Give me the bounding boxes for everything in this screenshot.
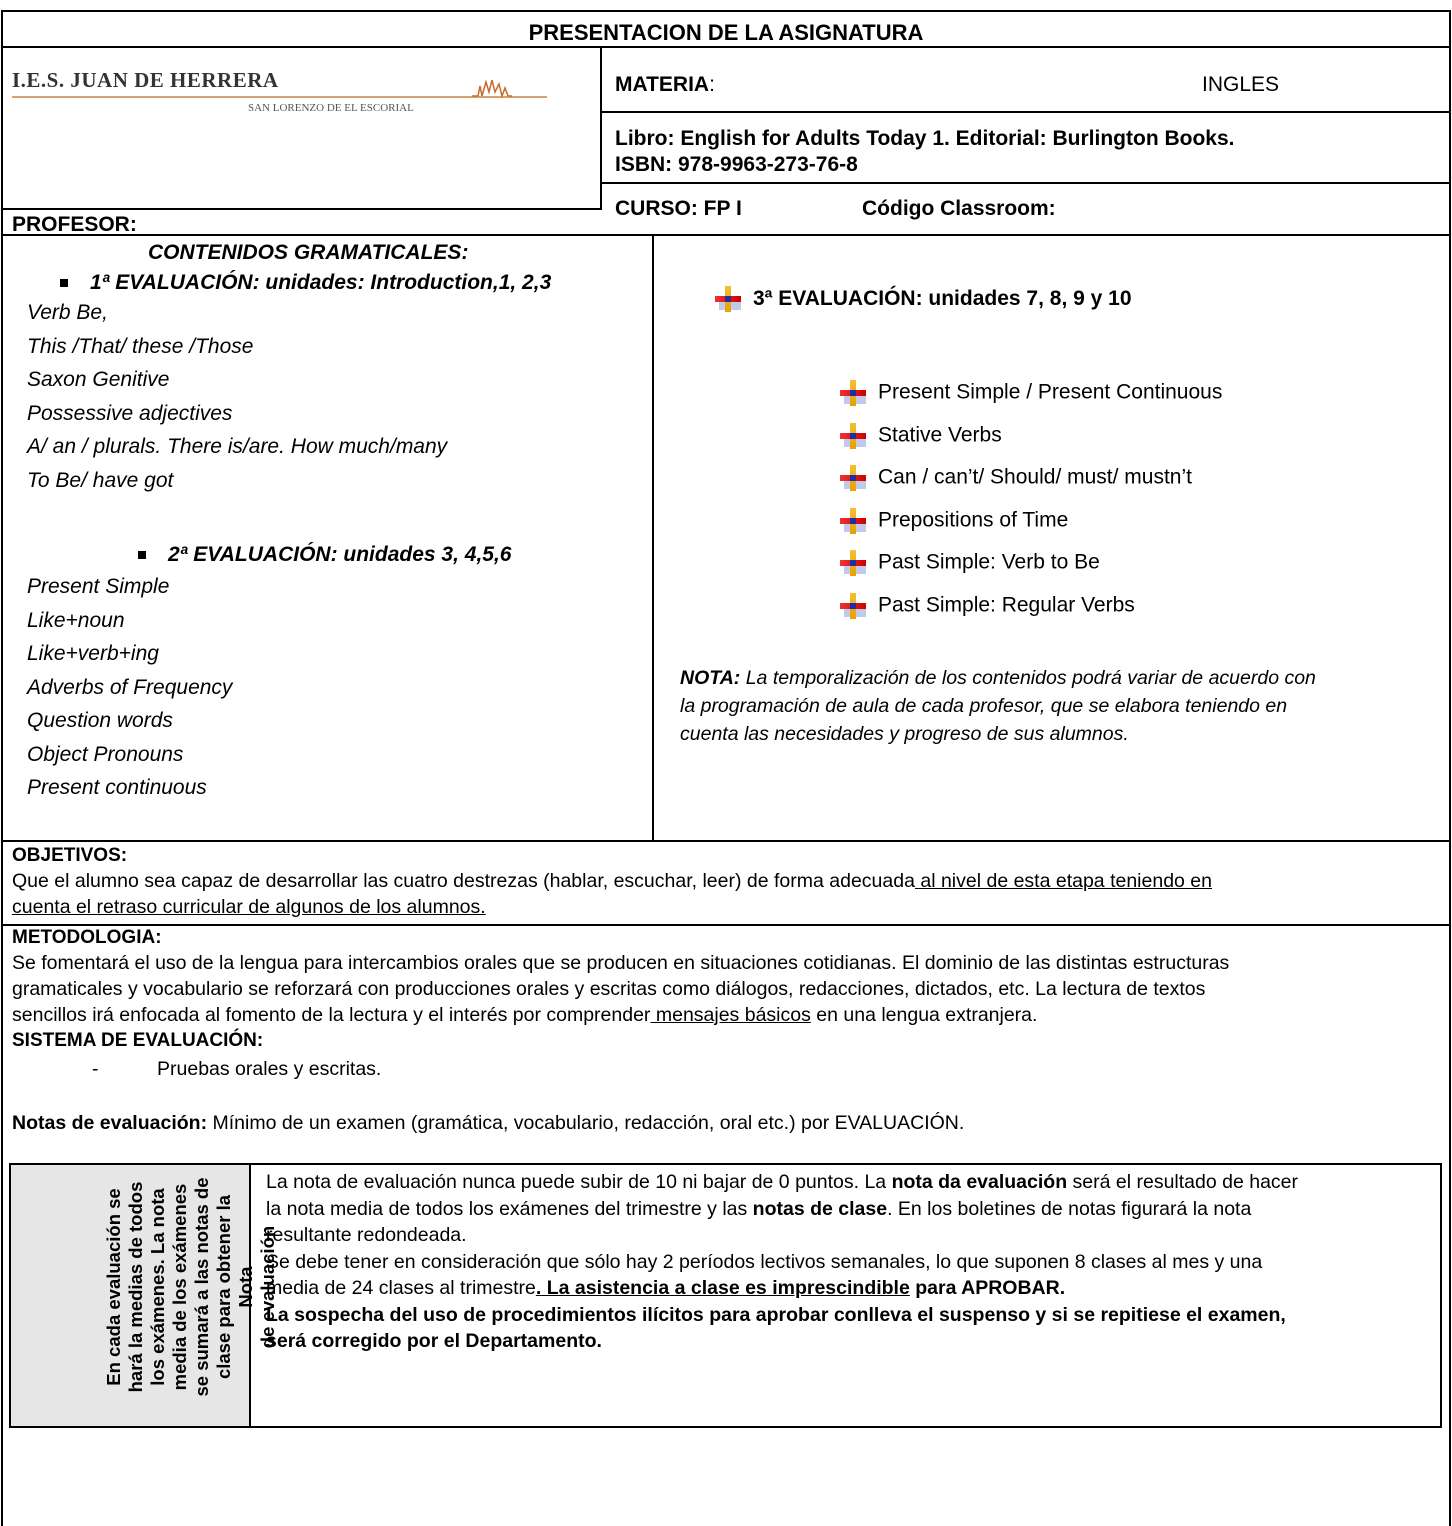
evaluation-rules-text [266,1169,1298,1355]
list-item: Object Pronouns [27,742,184,766]
notas-label: Notas de evaluación: [12,1112,208,1134]
arrow-cross-icon [840,593,866,619]
divider [1,46,1451,48]
list-item: Possessive adjectives [27,401,233,425]
side-line: En cada evaluación se [103,1188,124,1386]
nota-line: la programación de aula de cada profesor, que se elabora teniendo en [680,695,1288,717]
logo-text: I.E.S. JUAN DE HERRERA [12,68,279,92]
nota-line [680,664,1316,692]
materia-label: MATERIA [615,73,710,96]
side-text [103,1172,279,1402]
divider [1,208,602,210]
metodologia-text-part: sencillos irá enfocada al fomento de la lectura y el interés por comprender [12,1004,651,1026]
nota-line: cuenta las necesidades y progreso de sus alumnos. [680,723,1129,745]
logo-underline [12,96,547,98]
objetivos-label: OBJETIVOS: [12,845,128,866]
rules-line: será corregido por el Departamento. [266,1330,602,1352]
metodologia-line: Se fomentará el uso de la lengua para intercambios orales que se producen en situaciones cotidianas. El dominio de las distintas estructuras [12,952,1230,974]
rules-text: . En los boletines de notas figurará la nota [887,1197,1252,1220]
page-title: PRESENTACION DE LA ASIGNATURA [528,20,924,45]
arrow-cross-icon [840,508,866,534]
divider [1,234,1451,236]
list-item: Present continuous [27,776,207,799]
contenidos-title: CONTENIDOS GRAMATICALES: [148,241,469,264]
list-item-label: Past Simple: Verb to Be [878,550,1100,574]
objetivos-line: cuenta el retraso curricular de algunos de los alumnos. [12,896,486,918]
metodologia-text-part: en una lengua extranjera. [810,1004,1038,1026]
metodologia-line [12,1002,1229,1028]
divider [1,840,1451,842]
list-item-label: Past Simple: Regular Verbs [878,593,1135,617]
list-item: Verb Be, [27,301,108,324]
nota-block [680,664,1316,748]
side-line: hará la medias de todos [125,1181,146,1393]
rules-text: la nota media de todos los exámenes del trimestre y las [266,1197,753,1220]
eval3-heading [715,286,1132,312]
list-item: Like+verb+ing [27,642,159,665]
rules-line [266,1275,1298,1302]
list-item-label: Can / can’t/ Should/ must/ mustn’t [878,465,1192,489]
list-item [840,465,1222,508]
sistema-item: Pruebas orales y escritas. [157,1058,382,1080]
book-line: Libro: English for Adults Today 1. Editorial: Burlington Books. [615,127,1235,150]
side-line: los exámenes. La nota [147,1188,168,1386]
list-item [840,593,1222,636]
list-item: A/ an / plurals. There is/are. How much/many [27,435,448,458]
metodologia-line: gramaticales y vocabulario se reforzará con producciones orales y escritas como diálogos, redacciones, dictados, etc. La lectura de textos [12,978,1206,1000]
divider [602,111,1451,113]
list-item: Like+noun [27,608,125,632]
divider [602,182,1451,184]
arrow-cross-icon [840,380,866,406]
classroom-code-label: Código Classroom: [862,197,1056,220]
side-line: de evaluación [257,1225,278,1349]
eval1-list [27,301,447,502]
bullet-icon [138,551,146,559]
nota-label: NOTA: [680,667,741,689]
rules-line [266,1196,1298,1223]
arrow-cross-icon [840,550,866,576]
side-line: clase para obtener la Nota [213,1194,256,1380]
nota-text: La temporalización de los contenidos podrá variar de acuerdo con [740,667,1316,689]
eval1-heading-text: 1ª EVALUACIÓN: unidades: Introduction,1, 2,3 [90,271,552,294]
list-item: Saxon Genitive [27,368,170,391]
list-item [840,423,1222,466]
materia-row: MATERIA: [615,73,715,96]
objetivos-text: Que el alumno sea capaz de desarrollar las cuatro destrezas (hablar, escuchar, leer) de forma adecuada [12,870,915,892]
arrow-cross-icon [840,423,866,449]
list-item: This /That/ these /Those [27,334,254,358]
divider [652,234,654,840]
rules-text: será el resultado de hacer [1067,1171,1299,1193]
list-item [840,380,1222,423]
isbn-line: ISBN: 978-9963-273-76-8 [615,153,858,176]
list-item: Adverbs of Frequency [27,675,233,699]
side-line: media de los exámenes [169,1183,190,1391]
materia-value: INGLES [1202,73,1280,96]
notas-evaluacion-line [12,1112,964,1135]
list-item [840,508,1222,551]
sistema-dash: - [92,1058,99,1080]
arrow-cross-icon [715,286,741,312]
list-item-label: Prepositions of Time [878,508,1069,532]
side-line: se sumará a las notas de [191,1177,212,1397]
metodologia-text-underlined: mensajes básicos [650,1004,811,1026]
school-logo [12,60,542,130]
metodologia-text [12,950,1229,1028]
rules-line: Se debe tener en consideración que sólo hay 2 períodos lectivos semanales, lo que suponen 8 clases al mes y una [266,1250,1263,1273]
metodologia-label: METODOLOGIA: [12,927,162,948]
logo-subtext: SAN LORENZO DE EL ESCORIAL [248,102,414,114]
rules-bold-underlined: . La asistencia a clase es imprescindible [535,1277,910,1299]
rules-line: resultante redondeada. [266,1224,467,1246]
notas-text: Mínimo de un examen (gramática, vocabulario, redacción, oral etc.) por EVALUACIÓN. [207,1112,965,1134]
eval2-heading-text: 2ª EVALUACIÓN: unidades 3, 4,5,6 [168,543,512,566]
eval2-list [27,575,232,810]
list-item: To Be/ have got [27,468,174,492]
rules-bold: para APROBAR. [909,1277,1066,1299]
rules-bold: notas de clase [752,1197,888,1220]
eval1-heading [60,270,551,295]
profesor-label: PROFESOR: [12,213,137,236]
list-item-label: Present Simple / Present Continuous [878,380,1223,404]
list-item [840,550,1222,593]
rules-bold: nota da evaluación [891,1171,1068,1193]
bullet-icon [60,279,68,287]
rules-line [266,1169,1298,1196]
eval2-heading [138,542,511,567]
arrow-cross-icon [840,465,866,491]
skyline-icon [472,76,512,98]
list-item: Present Simple [27,575,170,598]
rules-line: La sospecha del uso de procedimientos ilícitos para aprobar conlleva el suspenso y si se repitiese el examen, [266,1303,1286,1326]
objetivos-line [12,870,1212,893]
rules-text: La nota de evaluación nunca puede subir de 10 ni bajar de 0 puntos. La [266,1171,892,1193]
list-item-label: Stative Verbs [878,423,1002,447]
sistema-label: SISTEMA DE EVALUACIÓN: [12,1030,264,1051]
eval3-heading-text: 3ª EVALUACIÓN: unidades 7, 8, 9 y 10 [753,287,1132,310]
divider [1,924,1451,926]
list-item: Question words [27,709,173,732]
curso-label: CURSO: FP I [615,197,742,220]
objetivos-text-underlined: al nivel de esta etapa teniendo en [914,870,1212,892]
rules-text: media de 24 clases al trimestre [266,1277,536,1299]
eval3-list [840,380,1222,635]
